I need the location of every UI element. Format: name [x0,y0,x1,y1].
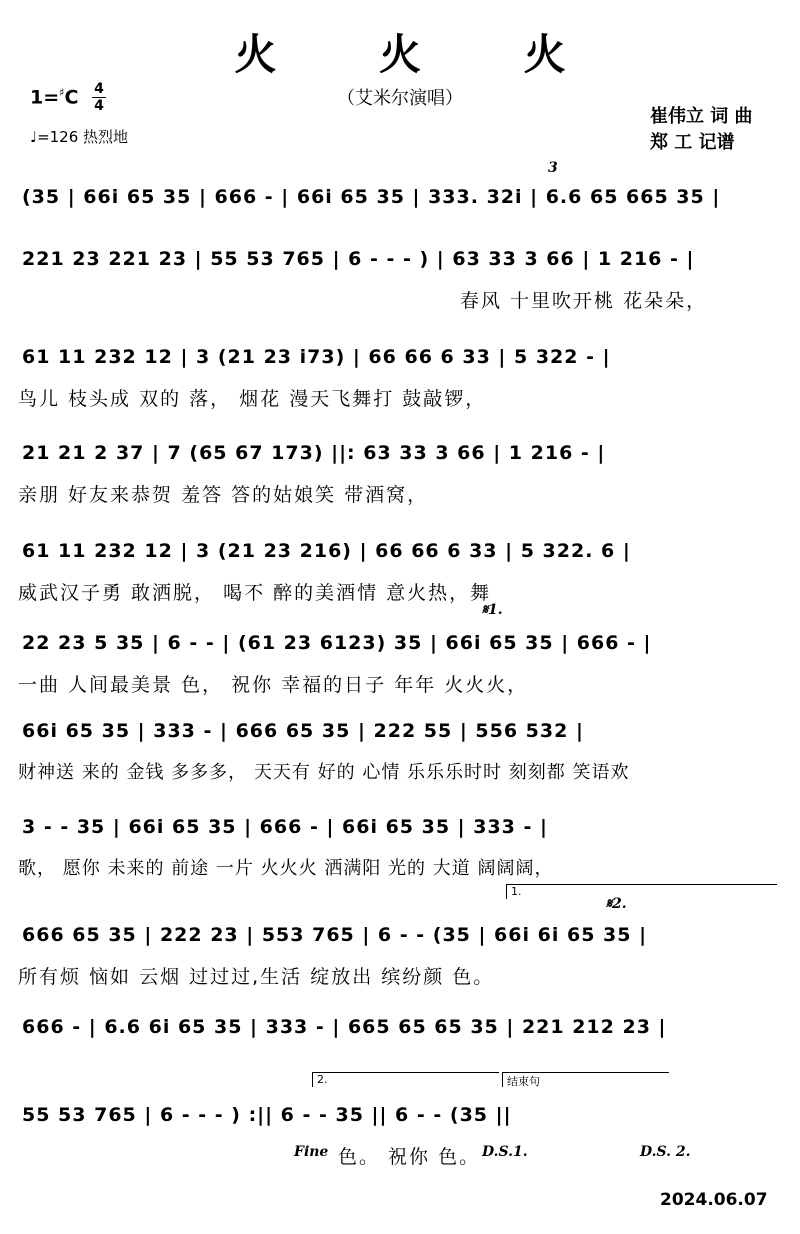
segno-2-mark: 𝄋2. [606,896,627,912]
system-2-lyrics: 春风 十里吹开桃 花朵朵， [460,290,708,312]
system-2-notes: 221 23 221 23 | 55 53 765 | 6 - - - ) | 63 33 3 66 | 1 216 - | [22,248,695,270]
song-title: 火 火 火 [234,30,610,79]
system-8-notes: 3 - - 35 | 66i 65 35 | 666 - | 66i 65 35 | 333 - | [22,816,548,838]
system-10-notes: 666 - | 6.6 6i 65 35 | 333 - | 665 65 65 35 | 221 212 23 | [22,1016,667,1038]
ending-label: 结束句 [507,1075,540,1088]
system-4-notes: 21 21 2 37 | 7 (65 67 173) ||: 63 33 3 66 | 1 216 - | [22,442,606,464]
ending-bracket [502,1072,669,1087]
system-11-lyrics: 色。 祝你 色。 [338,1146,481,1168]
system-7-notes: 66i 65 35 | 333 - | 666 65 35 | 222 55 | 556 532 | [22,720,584,742]
system-1-notes: (35 | 66i 65 35 | 666 - | 66i 65 35 | 333. 32i | 6.6 65 665 35 | [22,186,721,208]
segno-1-mark: 𝄋1. [482,602,503,618]
ds1-mark: D.S.1. [482,1144,528,1160]
credit-composer: 崔伟立 词 曲 [650,106,753,127]
volta-1-bracket [506,884,777,899]
system-9-notes: 666 65 35 | 222 23 | 553 765 | 6 - - (35 | 66i 6i 65 35 | [22,924,648,946]
tuplet-mark: 3 [548,160,558,176]
meter-top: 4 [94,81,104,97]
date: 2024.06.07 [660,1190,768,1210]
credits [650,104,753,156]
singer: （艾米尔演唱） [337,88,463,109]
volta-2-label: 2. [317,1073,328,1086]
key-note: C [64,86,79,109]
volta-1-label: 1. [511,885,522,898]
system-4-lyrics: 亲朋 好友来恭贺 羞答 答的姑娘笑 带酒窝， [18,484,429,506]
system-8-lyrics: 歌， 愿你 未来的 前途 一片 火火火 洒满阳 光的 大道 阔阔阔， [18,858,554,879]
volta-2-bracket [312,1072,499,1087]
system-5-notes: 61 11 232 12 | 3 (21 23 216) | 66 66 6 33 | 5 322. 6 | [22,540,631,562]
system-5-lyrics: 威武汉子勇 敢洒脱， 喝不 醉的美酒情 意火热，舞 [18,582,492,604]
key-prefix: 1= [30,86,60,109]
credit-transcriber: 郑 工 记谱 [650,132,735,153]
system-3-lyrics: 鸟儿 枝头成 双的 落， 烟花 漫天飞舞打 鼓敲锣， [18,388,487,410]
ds2-mark: D.S. 2. [640,1144,691,1160]
system-6-lyrics: 一曲 人间最美景 色， 祝你 幸福的日子 年年 火火火， [18,674,529,696]
system-6-notes: 22 23 5 35 | 6 - - | (61 23 6123) 35 | 66i 65 35 | 666 - | [22,632,652,654]
system-3-notes: 61 11 232 12 | 3 (21 23 i73) | 66 66 6 33 | 5 322 - | [22,346,611,368]
tempo-marking: ♩=126 热烈地 [30,128,129,146]
system-7-lyrics: 财神送 来的 金钱 多多多， 天天有 好的 心情 乐乐乐时时 刻刻都 笑语欢 [18,762,630,783]
meter-bottom: 4 [94,98,104,114]
fine-mark: Fine [294,1144,329,1160]
system-9-lyrics: 所有烦 恼如 云烟 过过过,生活 绽放出 缤纷颜 色。 [18,966,495,988]
system-11-notes: 55 53 765 | 6 - - - ) :|| 6 - - 35 || 6 - - (35 || [22,1104,512,1126]
key-sharp: ♯ [59,86,65,99]
